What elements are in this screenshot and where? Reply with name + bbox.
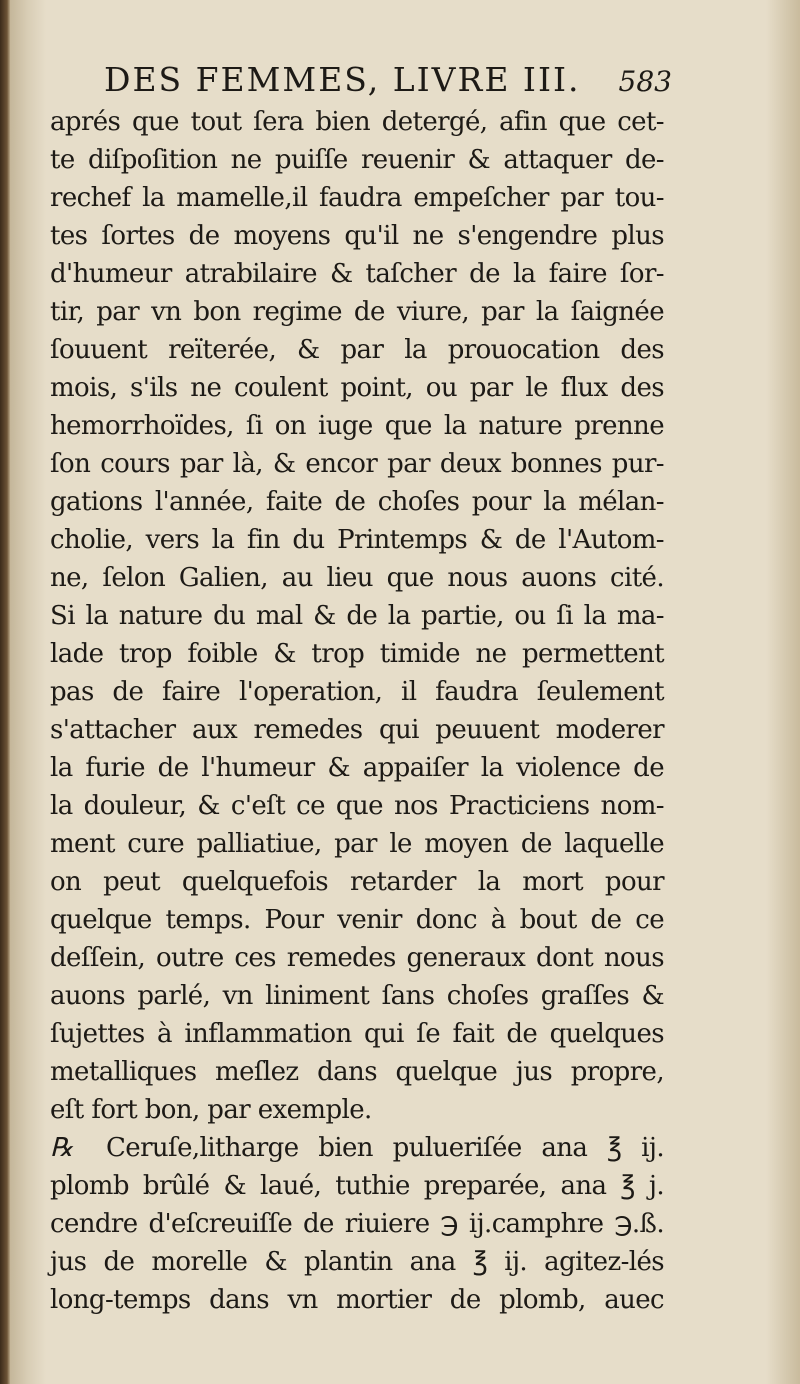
text-line: rechef la mamelle,il faudra empeſcher par tou- [50,183,664,213]
text-line: ne, ſelon Galien, au lieu que nous auons cité. [50,563,664,593]
text-line: mois, s'ils ne coulent point, ou par le flux des [50,373,664,403]
text-line: d'humeur atrabilaire & taſcher de la faire ſor- [50,259,664,289]
book-spine-edge [0,0,10,1384]
text-line: quelque temps. Pour venir donc à bout de ce [50,905,664,935]
text-line: ment cure palliatiue, par le moyen de laquelle [50,829,664,859]
page-number: 583 [618,65,672,98]
text-line: aprés que tout ſera bien detergé, afin que cet- [50,107,664,137]
text-line: gations l'année, faite de choſes pour la mélan- [50,487,664,517]
text-line: te diſpoſition ne puiſſe reuenir & attaquer de- [50,145,664,175]
text-line: lade trop foible & trop timide ne permettent [50,639,664,669]
recipe-line: plomb brûlé & laué, tuthie preparée, ana ℥ j. [50,1171,664,1201]
running-head: DES FEMMES, LIVRE III. [104,60,581,99]
recipe-line: cendre d'eſcreuiſſe de riuiere ℈ ij.camphre ℈.ß. [50,1209,664,1239]
text-line: pas de faire l'operation, il faudra ſeulement [50,677,664,707]
body-text [50,103,664,1319]
text-line: ſujettes à inflammation qui ſe fait de quelques [50,1019,664,1049]
text-line: ſon cours par là, & encor par deux bonnes pur- [50,449,664,479]
recipe-text: Ceruſe,litharge bien pulueriſée ana ℥ ij. [106,1133,664,1163]
text-line: on peut quelquefois retarder la mort pour [50,867,664,897]
page-edge-shadow [766,0,800,1384]
text-line: eſt fort bon, par exemple. [50,1095,372,1125]
text-line: auons parlé, vn liniment ſans choſes graſſes & [50,981,664,1011]
text-line: ſouuent reïterée, & par la prouocation des [50,335,664,365]
text-line: metalliques meſlez dans quelque jus propre, [50,1057,664,1087]
text-line: la furie de l'humeur & appaiſer la violence de [50,753,664,783]
text-line: tir, par vn bon regime de viure, par la ſaignée [50,297,664,327]
text-line: Si la nature du mal & de la partie, ou ſi la ma- [50,601,664,631]
text-line: s'attacher aux remedes qui peuuent moderer [50,715,664,745]
text-line: deſſein, outre ces remedes generaux dont nous [50,943,664,973]
page-header [104,58,672,102]
text-line: cholie, vers la fin du Printemps & de l'Autom- [50,525,664,555]
text-line: tes ſortes de moyens qu'il ne s'engendre plus [50,221,664,251]
text-line: la douleur, & c'eſt ce que nos Practiciens nom- [50,791,664,821]
recipe-line: jus de morelle & plantin ana ℥ ij. agitez-lés [50,1247,664,1277]
recipe-line: long-temps dans vn mortier de plomb, auec [50,1285,664,1315]
recipe-symbol-icon: ℞ [50,1133,73,1163]
text-line: hemorrhoïdes, ſi on iuge que la nature prenne [50,411,664,441]
recipe-line [50,1129,664,1167]
